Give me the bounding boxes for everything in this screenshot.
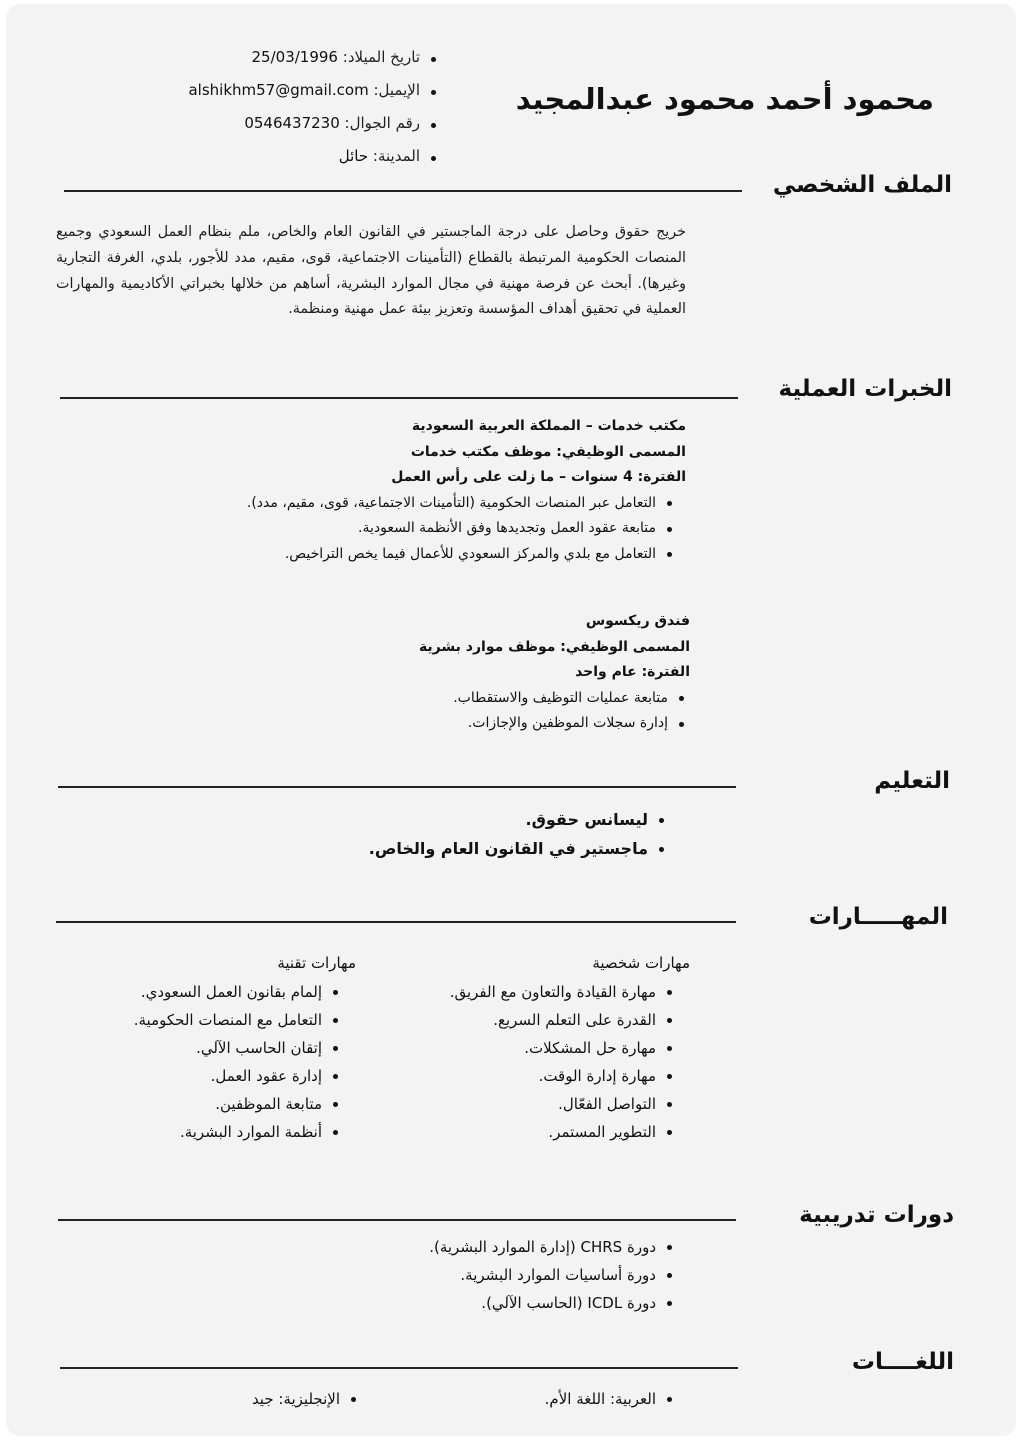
skill-item: مهارة حل المشكلات.: [330, 1034, 676, 1062]
resume-page: [6, 4, 1016, 1436]
job-period: الفترة: عام واحد: [575, 664, 690, 680]
course-item: دورة CHRS (إدارة الموارد البشرية).: [76, 1233, 676, 1261]
languages-divider: [60, 1367, 738, 1369]
job-company: مكتب خدمات – المملكة العربية السعودية: [411, 418, 686, 434]
job-entry: [86, 414, 686, 567]
education-item: ماجستير في القانون العام والخاص.: [68, 834, 668, 863]
technical-skills-title: مهارات تقنية: [277, 954, 356, 972]
experience-divider: [60, 397, 738, 399]
technical-skills: [36, 948, 356, 1146]
language-item: العربية: اللغة الأم.: [376, 1385, 676, 1413]
courses-list: [76, 1233, 676, 1317]
job-entry: [90, 609, 690, 737]
job-duty: متابعة عمليات التوظيف والاستقطاب.: [90, 686, 688, 712]
skill-item: متابعة الموظفين.: [36, 1090, 342, 1118]
skills-heading: المهـــــارات: [808, 904, 948, 930]
contact-birthdate: تاريخ الميلاد: 25/03/1996: [20, 42, 440, 75]
job-title: المسمى الوظيفي: موظف موارد بشرية: [418, 638, 690, 655]
skill-item: مهارة القيادة والتعاون مع الفريق.: [330, 978, 676, 1006]
contact-city: المدينة: حائل: [20, 141, 440, 174]
skill-item: إلمام بقانون العمل السعودي.: [36, 978, 342, 1006]
job-company: فندق ريكسوس: [585, 613, 690, 629]
personal-skills: [330, 948, 690, 1146]
contact-phone: رقم الجوال: 0546437230: [20, 108, 440, 141]
skills-divider: [56, 921, 736, 923]
job-duty: التعامل عبر المنصات الحكومية (التأمينات الاجتماعية، قوى، مقيم، مدد).: [86, 491, 676, 517]
job-title: المسمى الوظيفي: موظف مكتب خدمات: [410, 443, 686, 460]
skill-item: التعامل مع المنصات الحكومية.: [36, 1006, 342, 1034]
skill-item: مهارة إدارة الوقت.: [330, 1062, 676, 1090]
course-item: دورة ICDL (الحاسب الآلي).: [76, 1289, 676, 1317]
languages-heading: اللغــــات: [851, 1349, 954, 1375]
profile-heading: الملف الشخصي: [772, 172, 952, 198]
education-heading: التعليم: [874, 768, 950, 794]
courses-heading: دورات تدريبية: [799, 1202, 954, 1228]
job-duty: التعامل مع بلدي والمركز السعودي للأعمال فيما يخص التراخيص.: [86, 542, 676, 568]
experience-heading: الخبرات العملية: [778, 376, 952, 402]
skill-item: إتقان الحاسب الآلي.: [36, 1034, 342, 1062]
job-duty: إدارة سجلات الموظفين والإجازات.: [90, 711, 688, 737]
contact-email[interactable]: الإيميل: alshikhm57@gmail.com: [20, 75, 440, 108]
language-item-arabic: [376, 1385, 676, 1413]
education-divider: [58, 786, 736, 788]
language-item-english: [60, 1385, 360, 1413]
course-item: دورة أساسيات الموارد البشرية.: [76, 1261, 676, 1289]
skill-item: التواصل الفعّال.: [330, 1090, 676, 1118]
skill-item: إدارة عقود العمل.: [36, 1062, 342, 1090]
profile-summary: خريج حقوق وحاصل على درجة الماجستير في القانون العام والخاص، ملم بنظام العمل السعودي وجميع المنصات الحكومية المرتبطة بالقطاع (التأمينات الاجتماعية، قوى، مقيم، مدد للأجور، بلدي، الغرفة التجارية وغيرها). أبحث عن فرصة مهنية في مجال الموارد البشرية، أساهم من خلالها بخبراتي الأكاديمية والمهارات العملية في تحقيق أهداف المؤسسة وتعزيز بيئة عمل مهنية ومنظمة.: [56, 224, 686, 318]
job-duty: متابعة عقود العمل وتجديدها وفق الأنظمة السعودية.: [86, 516, 676, 542]
contact-list: [20, 42, 440, 174]
education-item: ليسانس حقوق.: [68, 805, 668, 834]
skill-item: التطوير المستمر.: [330, 1118, 676, 1146]
education-list: [68, 805, 668, 863]
courses-divider: [58, 1219, 736, 1221]
person-name: محمود أحمد محمود عبدالمجيد: [515, 82, 934, 116]
skill-item: القدرة على التعلم السريع.: [330, 1006, 676, 1034]
personal-skills-title: مهارات شخصية: [592, 954, 690, 972]
job-period: الفترة: 4 سنوات – ما زلت على رأس العمل: [391, 469, 686, 485]
skill-item: أنظمة الموارد البشرية.: [36, 1118, 342, 1146]
profile-divider: [64, 190, 742, 192]
language-item: الإنجليزية: جيد: [60, 1385, 360, 1413]
